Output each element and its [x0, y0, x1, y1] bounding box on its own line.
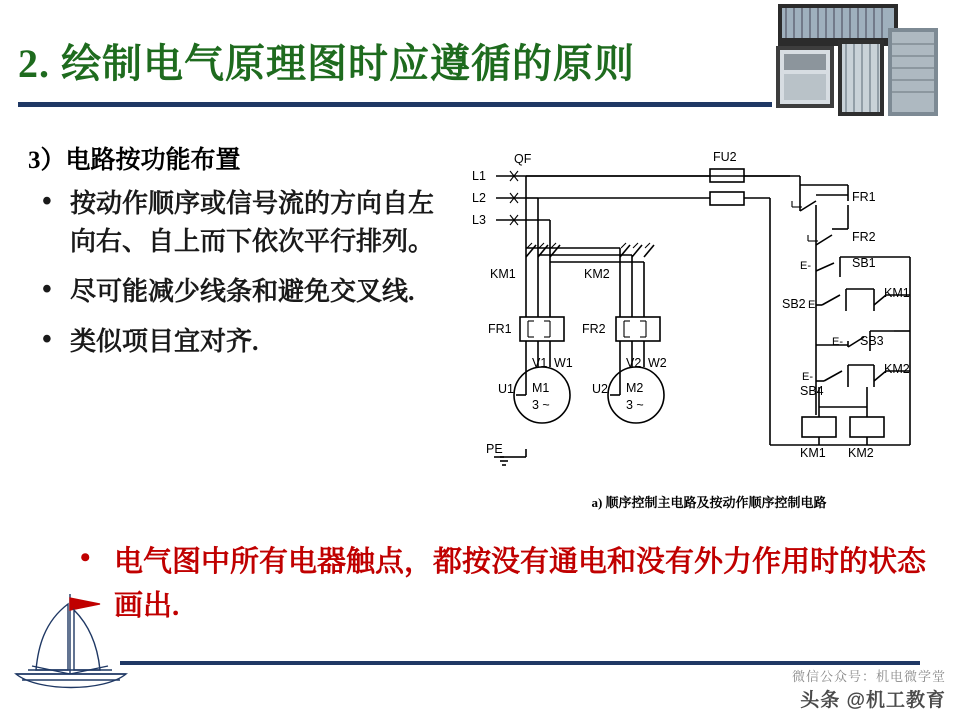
- svg-text:U1: U1: [498, 382, 514, 396]
- watermark-bottom: 头条 @机工教育: [800, 690, 946, 711]
- svg-text:FR1: FR1: [488, 322, 512, 336]
- svg-text:SB2: SB2: [782, 297, 806, 311]
- svg-text:W1: W1: [554, 356, 573, 370]
- svg-text:KM2: KM2: [884, 362, 910, 376]
- list-item: • 尽可能减少线条和避免交叉线.: [36, 273, 456, 311]
- svg-text:KM2: KM2: [584, 267, 610, 281]
- svg-text:U2: U2: [592, 382, 608, 396]
- svg-text:SB4: SB4: [800, 384, 824, 398]
- svg-text:V2: V2: [626, 356, 642, 370]
- title-block: [18, 36, 838, 98]
- sailboat-icon: [8, 588, 133, 708]
- svg-text:E-: E-: [800, 260, 811, 272]
- page-title: 2. 绘制电气原理图时应遵循的原则: [18, 41, 635, 86]
- svg-text:L1: L1: [472, 169, 486, 183]
- circuit-schematic: [470, 145, 948, 515]
- schematic-caption: a) 顺序控制主电路及按动作顺序控制电路: [591, 495, 827, 510]
- svg-text:E-: E-: [832, 336, 843, 348]
- svg-text:KM1: KM1: [800, 446, 826, 460]
- list-item: • 类似项目宜对齐.: [36, 323, 456, 361]
- watermark-top: 微信公众号：机电微学堂: [791, 669, 946, 684]
- svg-text:FU2: FU2: [713, 150, 737, 164]
- svg-text:M1: M1: [532, 381, 550, 395]
- svg-text:KM1: KM1: [490, 267, 516, 281]
- svg-text:E-: E-: [808, 299, 819, 311]
- bullet-list: [36, 185, 456, 373]
- svg-text:SB1: SB1: [852, 256, 876, 270]
- list-item: • 按动作顺序或信号流的方向自左向右、自上而下依次平行排列。: [36, 185, 456, 261]
- svg-text:M2: M2: [626, 381, 644, 395]
- svg-text:W2: W2: [648, 356, 667, 370]
- svg-text:L2: L2: [472, 191, 486, 205]
- note-text: • 电气图中所有电器触点，都按没有通电和没有外力作用时的状态画出.: [80, 540, 954, 628]
- svg-text:KM2: KM2: [848, 446, 874, 460]
- watermark: [792, 666, 946, 712]
- svg-text:3 ~: 3 ~: [532, 398, 550, 412]
- svg-text:KM1: KM1: [884, 286, 910, 300]
- svg-text:FR2: FR2: [582, 322, 606, 336]
- lead-text: 3）电路按功能布置: [28, 147, 241, 174]
- svg-text:SB3: SB3: [860, 334, 884, 348]
- title-divider: [18, 102, 818, 107]
- svg-text:FR2: FR2: [852, 230, 876, 244]
- svg-text:V1: V1: [532, 356, 548, 370]
- svg-text:FR1: FR1: [852, 190, 876, 204]
- svg-text:PE: PE: [486, 442, 503, 456]
- svg-text:3 ~: 3 ~: [626, 398, 644, 412]
- svg-text:L3: L3: [472, 213, 486, 227]
- svg-text:E-: E-: [802, 371, 813, 383]
- plc-device-image: [772, 0, 942, 120]
- bottom-divider: [120, 661, 920, 665]
- svg-text:QF: QF: [514, 152, 532, 166]
